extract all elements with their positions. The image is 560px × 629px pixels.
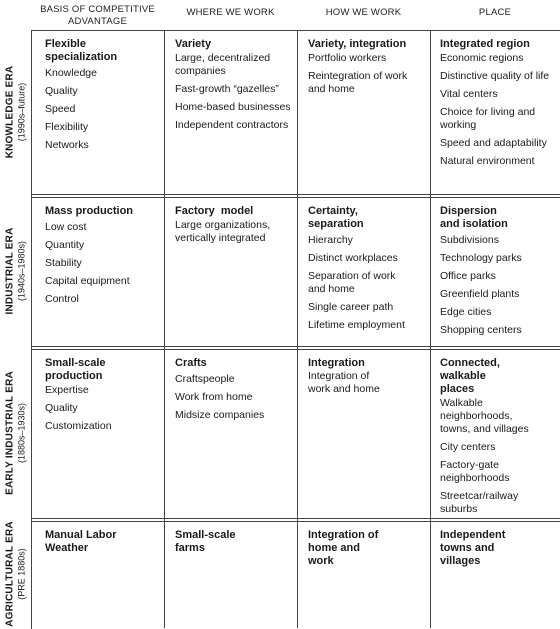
cell-agricultural-place <box>440 529 520 571</box>
cell-heading: Small-scale farms <box>175 529 236 554</box>
list-item: Capital equipment <box>45 275 130 287</box>
cell-heading: Dispersion and isolation <box>440 205 508 230</box>
list-item: Separation of work and home <box>308 270 396 295</box>
cell-heading: Integration of home and work <box>308 529 379 567</box>
list-item: Large organizations, vertically integrated <box>175 219 271 244</box>
list-item: Choice for living and working <box>440 106 536 131</box>
cell-early-how <box>308 357 426 401</box>
cell-knowledge-place <box>440 38 558 173</box>
list-item: Quantity <box>45 239 85 251</box>
cell-heading: Independent towns and villages <box>440 529 506 567</box>
list-item: Vital centers <box>440 88 498 100</box>
list-item: Work from home <box>175 391 253 403</box>
era-label-agricultural <box>0 520 31 628</box>
cell-agricultural-basis <box>45 529 125 558</box>
list-item: Independent contractors <box>175 119 289 131</box>
list-item: Greenfield plants <box>440 288 520 300</box>
list-item: Fast-growth “gazelles” <box>175 83 279 95</box>
column-divider <box>164 30 165 628</box>
era-name: KNOWLEDGE ERA <box>4 65 15 159</box>
list-item: Office parks <box>440 270 496 282</box>
list-item: Knowledge <box>45 67 97 79</box>
cell-heading: Certainty, separation <box>308 205 364 230</box>
header-where-label: WHERE WE WORK <box>186 7 275 18</box>
header-where <box>164 7 297 19</box>
era-label-industrial <box>0 196 31 346</box>
cell-heading: Integration <box>308 357 365 369</box>
cell-heading: Crafts <box>175 357 207 369</box>
era-years: (1990s–future) <box>16 82 26 142</box>
column-divider <box>430 30 431 628</box>
list-item: Large, decentralized companies <box>175 52 271 77</box>
era-name: EARLY INDUSTRIAL ERA <box>4 371 15 495</box>
cell-knowledge-basis <box>45 38 160 157</box>
era-name: AGRICULTURAL ERA <box>4 521 15 627</box>
header-how <box>297 7 430 19</box>
list-item: City centers <box>440 441 496 453</box>
list-item: Expertise <box>45 384 89 396</box>
cell-heading: Variety, integration <box>308 38 407 50</box>
era-label-knowledge <box>0 30 31 194</box>
header-how-label: HOW WE WORK <box>325 7 402 18</box>
era-years: (1940s–1980s) <box>16 240 26 302</box>
header-basis-label: BASIS OF COMPETITIVE ADVANTAGE <box>40 4 155 27</box>
list-item: Midsize companies <box>175 409 265 421</box>
list-item: Technology parks <box>440 252 522 264</box>
era-name: INDUSTRIAL ERA <box>4 227 15 315</box>
list-item: Subdivisions <box>440 234 499 246</box>
cell-heading: Flexible specialization <box>45 38 118 63</box>
header-place-label: PLACE <box>478 7 512 18</box>
list-item: Control <box>45 293 79 305</box>
cell-heading: Small-scale production <box>45 357 106 382</box>
cell-industrial-place <box>440 205 558 342</box>
cell-knowledge-how <box>308 38 426 101</box>
cell-agricultural-where <box>175 529 247 558</box>
cell-early-where <box>175 357 295 427</box>
list-item: Walkable neighborhoods, towns, and villages <box>440 397 529 435</box>
column-divider <box>297 30 298 628</box>
list-item: Stability <box>45 257 82 269</box>
list-item: Natural environment <box>440 155 535 167</box>
list-item: Portfolio workers <box>308 52 387 64</box>
cell-agricultural-how <box>308 529 380 571</box>
list-item: Shopping centers <box>440 324 522 336</box>
list-item: Home-based businesses <box>175 101 291 113</box>
cell-industrial-where <box>175 205 295 250</box>
era-years: (1880s–1930s) <box>16 402 26 464</box>
cell-early-place <box>440 357 558 521</box>
list-item: Economic regions <box>440 52 524 64</box>
header-basis <box>31 4 164 28</box>
cell-heading: Variety <box>175 38 212 50</box>
list-item: Distinctive quality of life <box>440 70 550 82</box>
cell-early-basis <box>45 357 160 438</box>
list-item: Speed and adaptability <box>440 137 547 149</box>
cell-industrial-how <box>308 205 426 337</box>
list-item: Networks <box>45 139 89 151</box>
list-item: Quality <box>45 85 78 97</box>
list-item: Streetcar/railway suburbs <box>440 490 519 515</box>
era-label-early-industrial <box>0 348 31 518</box>
list-item: Lifetime employment <box>308 319 405 331</box>
list-item: Distinct workplaces <box>308 252 398 264</box>
list-item: Craftspeople <box>175 373 235 385</box>
list-item: Reintegration of work and home <box>308 70 408 95</box>
cell-heading: Mass production <box>45 205 134 217</box>
cell-knowledge-where <box>175 38 295 137</box>
cell-heading: Manual Labor Weather <box>45 529 117 554</box>
list-item: Flexibility <box>45 121 89 133</box>
list-item: Quality <box>45 402 78 414</box>
era-years: (PRE 1880s) <box>16 548 26 600</box>
list-item: Single career path <box>308 301 394 313</box>
cell-heading: Integrated region <box>440 38 530 50</box>
list-item: Integration of work and home <box>308 370 380 395</box>
list-item: Edge cities <box>440 306 492 318</box>
header-place <box>430 7 560 19</box>
cell-heading: Connected, walkable places <box>440 357 500 395</box>
list-item: Low cost <box>45 221 87 233</box>
cell-industrial-basis <box>45 205 160 311</box>
list-item: Factory-gate neighborhoods <box>440 459 510 484</box>
list-item: Hierarchy <box>308 234 353 246</box>
list-item: Customization <box>45 420 112 432</box>
cell-heading: Factory model <box>175 205 254 217</box>
list-item: Speed <box>45 103 76 115</box>
